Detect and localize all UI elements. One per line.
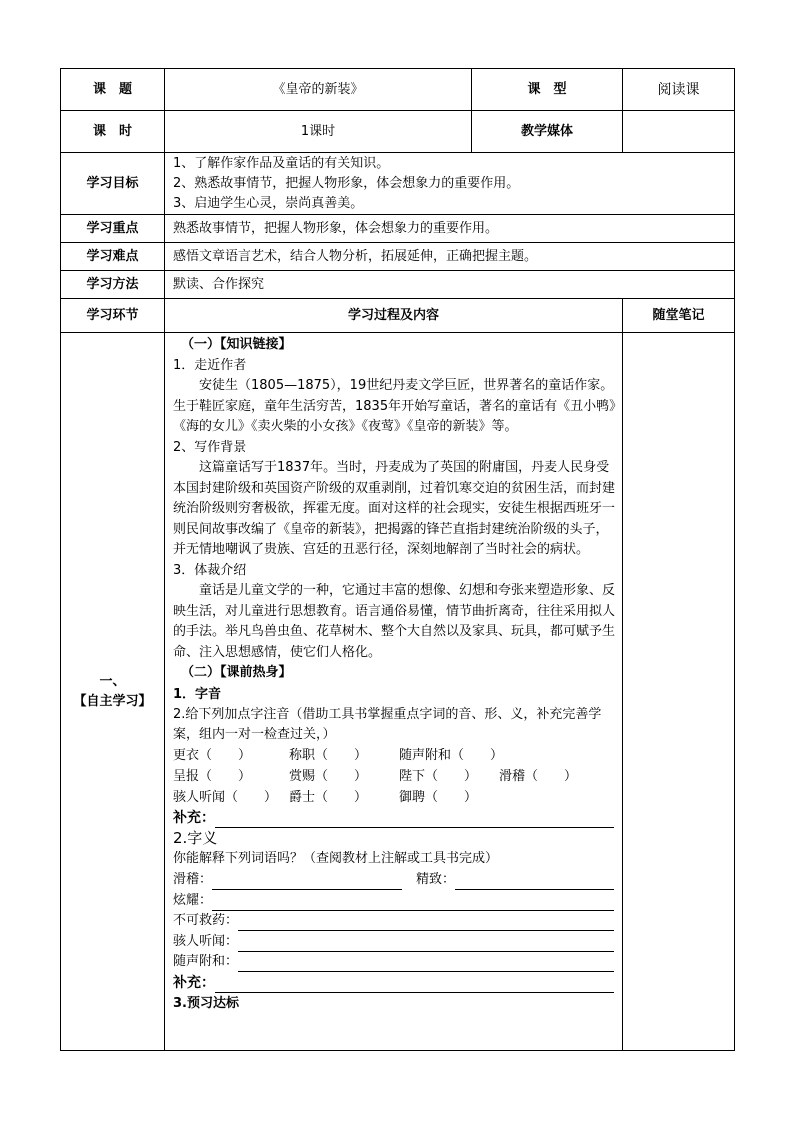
meaning-instruction: 你能解释下列词语吗？（查阅教材上注解或工具书完成） bbox=[173, 851, 499, 866]
time-label: 课 时 bbox=[61, 111, 165, 153]
paragraph-author: 安徒生（1805—1875），19世纪丹麦文学巨匠，世界著名的童话作家。生于鞋匠家庭，童年生活穷苦，1835年开始写童话，著名的童话有《丑小鸭》《海的女儿》《卖火柴的小女孩》《夜莺》《皇帝的新装》等。 bbox=[173, 378, 616, 434]
answer-line[interactable] bbox=[238, 957, 614, 972]
title-label: 课 题 bbox=[61, 69, 165, 111]
pinyin-item[interactable]: 随声附和（ ） bbox=[399, 747, 504, 763]
process-label: 学习过程及内容 bbox=[165, 299, 623, 333]
row-method bbox=[61, 271, 735, 299]
word-label: 不可救药： bbox=[173, 913, 239, 928]
pinyin-item[interactable]: 赏赐（ ） bbox=[289, 768, 368, 784]
row-section-header bbox=[61, 299, 735, 333]
word-row bbox=[173, 931, 616, 952]
pinyin-item[interactable]: 滑稽（ ） bbox=[499, 768, 578, 784]
paragraph-genre: 童话是儿童文学的一种，它通过丰富的想像、幻想和夸张来塑造形象、反映生活，对儿童进行思想教育。语言通俗易懂，情节曲折离奇，往往采用拟人的手法。举凡鸟兽虫鱼、花草树木、整个大自然以及家具、玩具，都可赋予生命、注入思想感情，使它们人格化。 bbox=[173, 583, 616, 660]
answer-line[interactable] bbox=[455, 875, 614, 890]
pinyin-item[interactable]: 御聘（ ） bbox=[399, 789, 478, 805]
stage-cell bbox=[61, 333, 165, 1051]
notes-label: 随堂笔记 bbox=[623, 299, 735, 333]
pinyin-item[interactable]: 称职（ ） bbox=[289, 747, 368, 763]
supplement-line[interactable] bbox=[215, 978, 614, 993]
goals-label: 学习目标 bbox=[61, 153, 165, 215]
answer-line[interactable] bbox=[212, 875, 402, 890]
word-row bbox=[173, 870, 616, 891]
lesson-plan-table bbox=[60, 68, 735, 1051]
method-value: 默读、合作探究 bbox=[165, 271, 735, 299]
section-knowledge-title: （一）【知识链接】 bbox=[181, 337, 292, 352]
key-label: 学习重点 bbox=[61, 215, 165, 243]
answer-line[interactable] bbox=[238, 916, 614, 931]
pinyin-row bbox=[173, 746, 616, 766]
difficulty-label: 学习难点 bbox=[61, 243, 165, 271]
media-label: 教学媒体 bbox=[472, 111, 623, 153]
time-value: 1课时 bbox=[165, 111, 472, 153]
word-row bbox=[173, 952, 616, 973]
subheading-background: 2、写作背景 bbox=[173, 439, 247, 455]
row-time bbox=[61, 111, 735, 153]
goal-item: 1、了解作家作品及童话的有关知识。 bbox=[173, 156, 390, 171]
row-main-content bbox=[61, 333, 735, 1051]
method-label: 学习方法 bbox=[61, 271, 165, 299]
row-key bbox=[61, 215, 735, 243]
supplement-label: 补充： bbox=[173, 974, 215, 991]
pinyin-item[interactable]: 爵士（ ） bbox=[289, 789, 368, 805]
subheading-meaning: 2.字义 bbox=[173, 829, 218, 847]
pronunciation-instruction: 2.给下列加点字注音（借助工具书掌握重点字词的音、形、义，补充完善学案，组内一对一检查过关，） bbox=[173, 706, 602, 742]
word-label: 滑稽： bbox=[173, 872, 213, 887]
pinyin-item[interactable]: 更衣（ ） bbox=[173, 747, 252, 763]
subheading-pronunciation: 1．字音 bbox=[173, 686, 222, 702]
row-title bbox=[61, 69, 735, 111]
supplement-row bbox=[173, 972, 616, 993]
pinyin-row bbox=[173, 788, 616, 808]
row-difficulty bbox=[61, 243, 735, 271]
subheading-genre: 3．体裁介绍 bbox=[173, 562, 247, 578]
content-cell bbox=[165, 333, 623, 1051]
notes-cell[interactable] bbox=[623, 333, 735, 1051]
word-row bbox=[173, 890, 616, 911]
section-warmup-title: （二）【课前热身】 bbox=[181, 665, 292, 680]
stage-number: 一、 bbox=[99, 673, 126, 689]
stage-label: 学习环节 bbox=[61, 299, 165, 333]
subheading-author: 1．走近作者 bbox=[173, 357, 247, 373]
pinyin-item[interactable]: 骇人听闻（ ） bbox=[173, 789, 278, 805]
word-label: 随声附和： bbox=[173, 954, 239, 969]
answer-line[interactable] bbox=[212, 896, 614, 911]
word-label: 炫耀： bbox=[173, 892, 213, 908]
goal-item: 3、启迪学生心灵，崇尚真善美。 bbox=[173, 196, 364, 211]
supplement-label: 补充： bbox=[173, 810, 215, 826]
word-label: 精致： bbox=[416, 872, 456, 887]
type-value: 阅读课 bbox=[623, 69, 735, 111]
goals-cell bbox=[165, 153, 735, 215]
word-row bbox=[173, 911, 616, 932]
supplement-line[interactable] bbox=[215, 813, 614, 828]
answer-line[interactable] bbox=[238, 937, 614, 952]
pinyin-row bbox=[173, 767, 616, 787]
key-value: 熟悉故事情节，把握人物形象，体会想象力的重要作用。 bbox=[165, 215, 735, 243]
pinyin-item[interactable]: 呈报（ ） bbox=[173, 768, 252, 784]
type-label: 课 型 bbox=[472, 69, 623, 111]
word-label: 骇人听闻： bbox=[173, 933, 239, 949]
title-value: 《皇帝的新装》 bbox=[165, 69, 472, 111]
paragraph-background: 这篇童话写于1837年。当时，丹麦成为了英国的附庸国，丹麦人民身受本国封建阶级和英国资产阶级的双重剥削，过着饥寒交迫的贫困生活，而封建统治阶级则穷奢极欲，挥霍无度。面对这样的社会现实，安徒生根据西班牙一则民间故事改编了《皇帝的新装》，把揭露的锋芒直指封建统治阶级的头子，并无情地嘲讽了贵族、宫廷的丑恶行径，深刻地解剖了当时社会的病状。 bbox=[173, 460, 616, 557]
media-value bbox=[623, 111, 735, 153]
stage-name: 【自主学习】 bbox=[73, 693, 152, 709]
difficulty-value: 感悟文章语言艺术，结合人物分析，拓展延伸，正确把握主题。 bbox=[165, 243, 735, 271]
supplement-row bbox=[173, 808, 616, 829]
goal-item: 2、熟悉故事情节，把握人物形象，体会想象力的重要作用。 bbox=[173, 176, 520, 191]
row-goals bbox=[61, 153, 735, 215]
pinyin-item[interactable]: 陛下（ ） bbox=[399, 768, 478, 784]
subheading-preview: 3.预习达标 bbox=[173, 995, 239, 1011]
